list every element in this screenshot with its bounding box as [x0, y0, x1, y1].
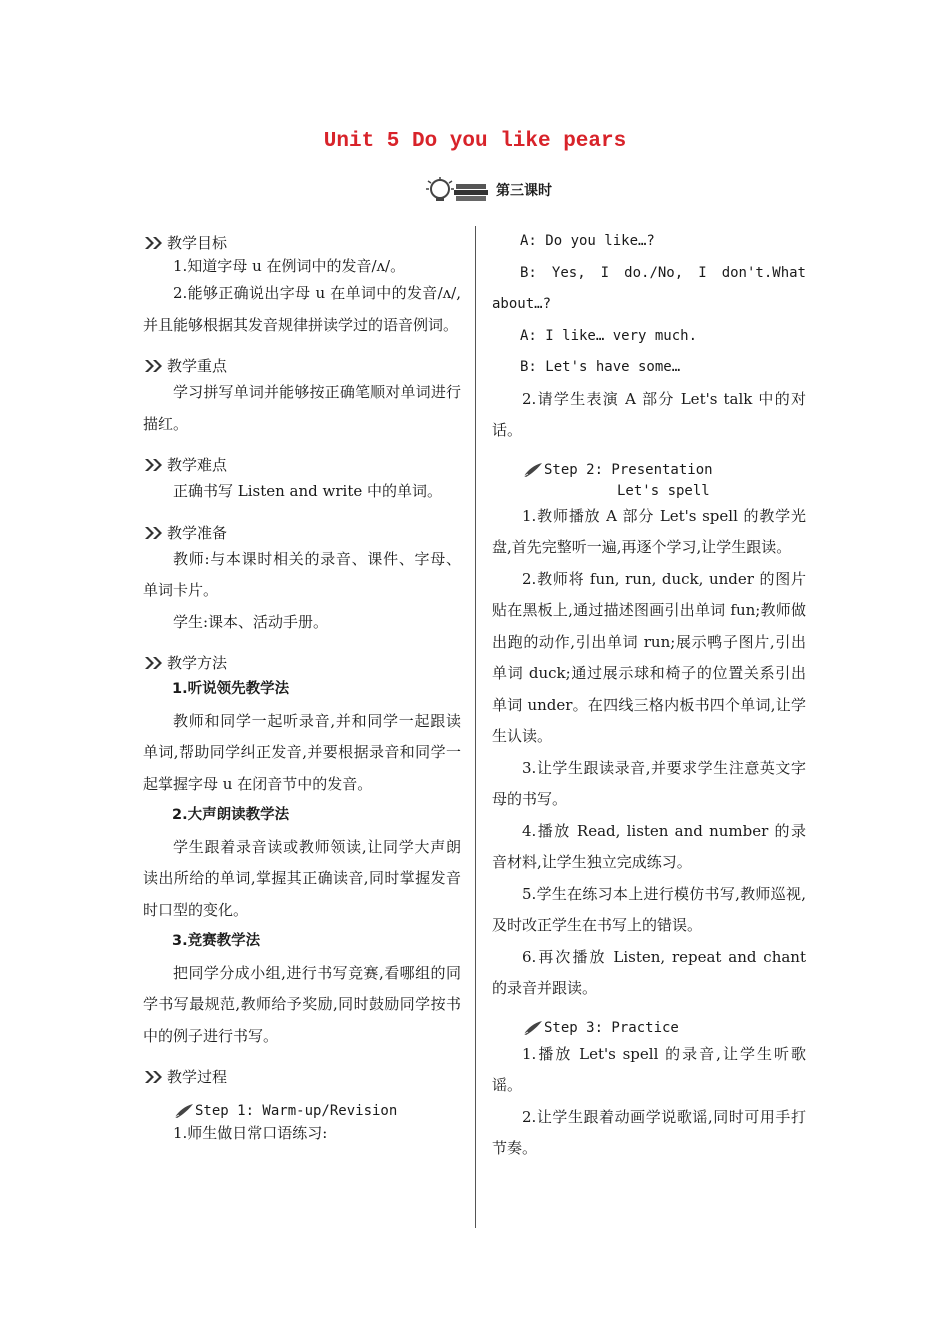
dialogue-line-1: A: Do you like…?	[520, 233, 655, 249]
left-column	[143, 226, 461, 1144]
step-title: Step 1: Warm-up/Revision	[195, 1103, 398, 1119]
section-key-points	[143, 355, 461, 377]
goal-2: 2.能够正确说出字母 u 在单词中的发音/ʌ/,并且能够根据其发音规律拼读学过的语音例词。	[143, 284, 461, 334]
dialogue-line-3: A: I like… very much.	[520, 327, 698, 344]
dialogue-line-2: B: Yes, I do./No, I don't.What about…?	[492, 264, 806, 312]
quill-pen-icon	[173, 1103, 195, 1119]
section-process	[143, 1066, 461, 1088]
warmup-item-2: 2.请学生表演 A 部分 Let's talk 中的对话。	[492, 389, 806, 439]
step-2-item-6: 6.再次播放 Listen, repeat and chant 的录音并跟读。	[492, 947, 806, 997]
step-1-heading	[143, 1100, 461, 1122]
method-3-text: 把同学分成小组,进行书写竞赛,看哪组的同学书写最规范,教师给予奖励,同时鼓励同学按书中的例子进行书写。	[143, 963, 461, 1045]
method-1-title: 1.听说领先教学法	[172, 681, 290, 697]
section-heading: 教学方法	[167, 654, 228, 672]
step-2-item-4: 4.播放 Read, listen and number 的录音材料,让学生独立完成练习。	[492, 821, 806, 871]
chevron-right-icon	[143, 656, 165, 670]
section-heading: 教学过程	[167, 1068, 228, 1086]
lightbulb-books-icon	[420, 176, 492, 204]
quill-pen-icon	[522, 462, 544, 478]
column-divider	[475, 226, 476, 1228]
chevron-right-icon	[143, 526, 165, 540]
step-2-item-3: 3.让学生跟读录音,并要求学生注意英文字母的书写。	[492, 758, 806, 808]
method-2-title: 2.大声朗读教学法	[172, 807, 290, 823]
step-title: Step 3: Practice	[544, 1019, 679, 1036]
step-3-heading	[492, 1017, 806, 1039]
step-2-item-2: 2.教师将 fun, run, duck, under 的图片贴在黑板上,通过描述图画引出单词 fun;教师做出跑的动作,引出单词 run;展示鸭子图片,引出单词 duck;通过展示球和椅子的位置关系引出单词 under。在四线三格内板书四个单词,让学生认读。	[492, 569, 806, 745]
step-3-item-2: 2.让学生跟着动画学说歌谣,同时可用手打节奏。	[492, 1107, 806, 1157]
step-1-item: 1.师生做日常口语练习:	[173, 1124, 328, 1142]
document-title: Unit 5 Do you like pears	[323, 130, 627, 153]
step-2-item-1: 1.教师播放 A 部分 Let's spell 的教学光盘,首先完整听一遍,再逐个学习,让学生跟读。	[492, 506, 806, 556]
key-points-text: 学习拼写单词并能够按正确笔顺对单词进行描红。	[143, 383, 461, 433]
section-heading: 教学目标	[167, 234, 228, 252]
dialogue-line-4: B: Let's have some…	[520, 359, 681, 375]
prep-teacher: 教师:与本课时相关的录音、课件、字母、单词卡片。	[143, 549, 461, 599]
section-heading: 教学难点	[167, 456, 228, 474]
method-2-text: 学生跟着录音读或教师领读,让同学大声朗读出所给的单词,掌握其正确读音,同时掌握发音时口型的变化。	[143, 837, 461, 919]
section-heading: 教学准备	[167, 523, 228, 542]
right-column	[492, 226, 806, 1165]
step-2-heading	[492, 459, 806, 481]
section-heading: 教学重点	[167, 357, 228, 375]
quill-pen-icon	[522, 1020, 544, 1036]
section-methods	[143, 652, 461, 674]
section-difficulties	[143, 454, 461, 476]
chevron-right-icon	[143, 458, 165, 472]
chevron-right-icon	[143, 359, 165, 373]
chevron-right-icon	[143, 1070, 165, 1084]
step-3-item-1: 1.播放 Let's spell 的录音,让学生听歌谣。	[492, 1044, 806, 1094]
step-title: Step 2: Presentation	[544, 461, 713, 478]
method-3-title: 3.竞赛教学法	[172, 933, 261, 949]
lesson-header	[420, 176, 552, 204]
section-preparation	[143, 522, 461, 544]
prep-student: 学生:课本、活动手册。	[173, 612, 329, 631]
method-1-text: 教师和同学一起听录音,并和同学一起跟读单词,帮助同学纠正发音,并要根据录音和同学一起掌握字母 u 在闭音节中的发音。	[143, 711, 461, 793]
chevron-right-icon	[143, 236, 165, 250]
difficulties-text: 正确书写 Listen and write 中的单词。	[173, 482, 443, 500]
goal-1: 1.知道字母 u 在例词中的发音/ʌ/。	[173, 257, 406, 275]
section-goals	[143, 232, 461, 254]
step-2-subtitle: Let's spell	[617, 482, 710, 499]
step-2-item-5: 5.学生在练习本上进行模仿书写,教师巡视,及时改正学生在书写上的错误。	[492, 884, 806, 934]
lesson-number: 第三课时	[496, 183, 552, 199]
